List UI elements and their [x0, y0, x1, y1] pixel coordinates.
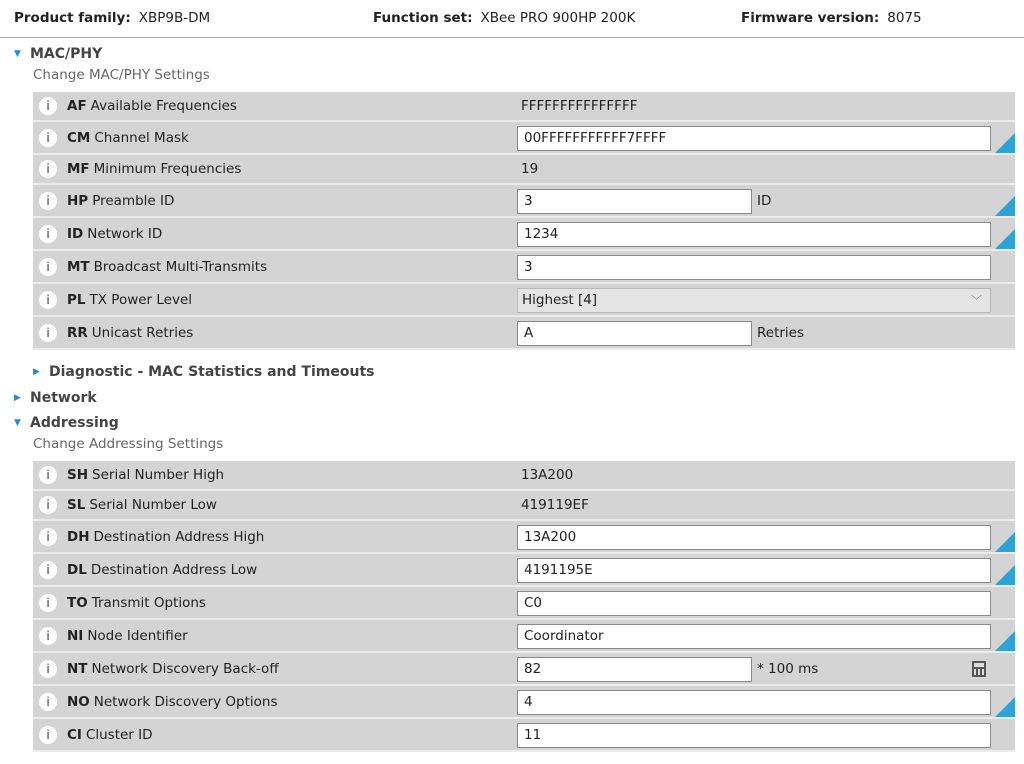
- setting-name: Minimum Frequencies: [93, 161, 242, 177]
- setting-input[interactable]: [517, 591, 991, 616]
- function-set: [373, 10, 635, 26]
- setting-row-sl: [33, 491, 1015, 521]
- setting-label: [67, 292, 192, 308]
- setting-name: Node Identifier: [87, 627, 188, 644]
- setting-code: HP: [67, 192, 89, 209]
- setting-name: Preamble ID: [92, 192, 175, 209]
- setting-code: DH: [67, 528, 90, 545]
- setting-code: MF: [67, 161, 90, 177]
- firmware-value: 8075: [887, 10, 922, 26]
- info-icon[interactable]: i: [39, 561, 57, 579]
- setting-name: Destination Address High: [93, 528, 265, 545]
- modified-indicator-icon: [995, 196, 1015, 216]
- setting-row-dh: [33, 521, 1015, 554]
- input-value: 4: [524, 694, 533, 710]
- calculator-icon[interactable]: [972, 661, 986, 677]
- info-icon[interactable]: i: [39, 225, 57, 243]
- setting-code: TO: [67, 594, 88, 611]
- setting-name: TX Power Level: [89, 291, 193, 308]
- setting-value: 19: [521, 161, 539, 177]
- setting-row-mf: [33, 155, 1015, 185]
- info-icon[interactable]: i: [39, 528, 57, 546]
- section-header-addressing[interactable]: [14, 415, 119, 431]
- unit-label: Retries: [757, 324, 805, 341]
- setting-code: NI: [67, 627, 84, 644]
- info-icon[interactable]: i: [39, 258, 57, 276]
- setting-label: [67, 161, 241, 177]
- setting-row-pl: [33, 284, 1015, 317]
- setting-code: CI: [67, 726, 82, 743]
- setting-label: [67, 130, 189, 146]
- input-value: 00FFFFFFFFFFF7FFFF: [524, 130, 667, 146]
- setting-label: [67, 497, 217, 513]
- info-icon[interactable]: i: [39, 291, 57, 309]
- setting-row-id: [33, 218, 1015, 251]
- setting-row-sh: [33, 461, 1015, 491]
- setting-label: [67, 259, 267, 275]
- setting-code: SH: [67, 467, 89, 483]
- setting-code: DL: [67, 561, 87, 578]
- unit-label: ID: [757, 192, 772, 209]
- setting-code: RR: [67, 324, 88, 341]
- setting-label: [67, 98, 237, 114]
- input-value: 13A200: [524, 529, 577, 545]
- input-value: Coordinator: [524, 628, 604, 644]
- settings-panel-addressing: [33, 461, 1015, 752]
- section-header-diagnostic-mac-statistics-and-timeouts[interactable]: [33, 364, 374, 380]
- settings-panel-mac-phy: [33, 92, 1015, 350]
- firmware-version: [741, 10, 922, 26]
- setting-input[interactable]: [517, 558, 991, 583]
- chevron-down-icon: ﹀: [971, 294, 982, 307]
- setting-label: [67, 727, 153, 743]
- setting-name: Channel Mask: [94, 129, 189, 146]
- device-info-header: [0, 0, 1024, 38]
- setting-label: [67, 325, 193, 341]
- info-icon[interactable]: i: [39, 726, 57, 744]
- setting-input[interactable]: [517, 723, 991, 748]
- section-header-mac-phy[interactable]: [14, 46, 102, 62]
- info-icon[interactable]: i: [39, 594, 57, 612]
- selected-value: Highest [4]: [522, 292, 598, 308]
- setting-name: Network Discovery Back-off: [91, 660, 279, 677]
- modified-indicator-icon: [995, 565, 1015, 585]
- caret-down-icon: ▼: [14, 418, 21, 428]
- section-subtitle: Change MAC/PHY Settings: [33, 67, 210, 83]
- setting-select[interactable]: [517, 288, 991, 313]
- setting-name: Cluster ID: [85, 726, 153, 743]
- setting-row-cm: [33, 122, 1015, 155]
- input-value: 11: [524, 727, 542, 743]
- function-set-value: XBee PRO 900HP 200K: [480, 10, 636, 26]
- input-value: 1234: [524, 226, 559, 242]
- setting-label: [67, 193, 174, 209]
- setting-label: [67, 694, 278, 710]
- setting-label: [67, 661, 279, 677]
- section-title: MAC/PHY: [30, 46, 103, 62]
- product-family-label: Product family:: [14, 10, 131, 26]
- setting-name: Destination Address Low: [90, 561, 258, 578]
- setting-code: MT: [67, 258, 90, 275]
- setting-row-nt: [33, 653, 1015, 686]
- info-icon[interactable]: i: [39, 466, 57, 484]
- info-icon[interactable]: i: [39, 660, 57, 678]
- firmware-label: Firmware version:: [741, 10, 880, 26]
- info-icon[interactable]: i: [39, 496, 57, 514]
- setting-row-no: [33, 686, 1015, 719]
- input-value: 3: [524, 193, 533, 209]
- setting-row-hp: [33, 185, 1015, 218]
- setting-code: AF: [67, 98, 87, 114]
- modified-indicator-icon: [995, 697, 1015, 717]
- setting-input[interactable]: [517, 321, 752, 346]
- setting-input[interactable]: [517, 525, 991, 550]
- function-set-label: Function set:: [373, 10, 473, 26]
- setting-value: 419119EF: [521, 497, 589, 513]
- info-icon[interactable]: i: [39, 97, 57, 115]
- setting-label: [67, 595, 206, 611]
- setting-input[interactable]: [517, 690, 991, 715]
- setting-row-af: [33, 92, 1015, 122]
- setting-input[interactable]: [517, 624, 991, 649]
- unit-label: * 100 ms: [757, 660, 819, 677]
- setting-row-dl: [33, 554, 1015, 587]
- setting-code: NO: [67, 693, 90, 710]
- setting-input[interactable]: [517, 222, 991, 247]
- setting-name: Network Discovery Options: [93, 693, 278, 710]
- info-icon[interactable]: i: [39, 160, 57, 178]
- section-title: Addressing: [30, 415, 119, 431]
- setting-name: Network ID: [87, 225, 163, 242]
- setting-value: FFFFFFFFFFFFFFF: [521, 98, 638, 114]
- modified-indicator-icon: [995, 631, 1015, 651]
- setting-label: [67, 562, 257, 578]
- setting-code: SL: [67, 497, 86, 513]
- modified-indicator-icon: [995, 532, 1015, 552]
- setting-input[interactable]: [517, 189, 752, 214]
- setting-row-ci: [33, 719, 1015, 752]
- setting-code: ID: [67, 225, 84, 242]
- setting-label: [67, 529, 264, 545]
- setting-label: [67, 226, 162, 242]
- info-icon[interactable]: i: [39, 324, 57, 342]
- modified-indicator-icon: [995, 133, 1015, 153]
- modified-indicator-icon: [995, 229, 1015, 249]
- setting-input[interactable]: [517, 657, 752, 682]
- info-icon[interactable]: i: [39, 693, 57, 711]
- setting-row-rr: [33, 317, 1015, 350]
- info-icon[interactable]: i: [39, 192, 57, 210]
- input-value: A: [524, 325, 534, 341]
- setting-value: 13A200: [521, 467, 574, 483]
- info-icon[interactable]: i: [39, 627, 57, 645]
- input-value: 4191195E: [524, 562, 593, 578]
- setting-name: Unicast Retries: [91, 324, 194, 341]
- setting-row-mt: [33, 251, 1015, 284]
- setting-label: [67, 628, 188, 644]
- section-title: Diagnostic - MAC Statistics and Timeouts: [49, 364, 375, 380]
- input-value: 3: [524, 259, 533, 275]
- setting-code: NT: [67, 660, 88, 677]
- info-icon[interactable]: i: [39, 129, 57, 147]
- section-title: Network: [30, 390, 97, 406]
- setting-code: CM: [67, 129, 91, 146]
- setting-name: Available Frequencies: [90, 98, 237, 114]
- product-family-value: XBP9B-DM: [138, 10, 211, 26]
- caret-down-icon: ▼: [14, 49, 21, 59]
- setting-name: Serial Number High: [92, 467, 225, 483]
- setting-row-ni: [33, 620, 1015, 653]
- setting-code: PL: [67, 291, 86, 308]
- setting-name: Serial Number Low: [89, 497, 217, 513]
- setting-name: Transmit Options: [91, 594, 206, 611]
- product-family: [14, 10, 210, 26]
- section-header-network[interactable]: [14, 390, 97, 406]
- caret-right-icon: ▶: [33, 367, 40, 377]
- input-value: C0: [524, 595, 543, 611]
- input-value: 82: [524, 661, 542, 677]
- setting-input[interactable]: [517, 126, 991, 151]
- section-subtitle: Change Addressing Settings: [33, 436, 224, 452]
- setting-label: [67, 467, 224, 483]
- setting-input[interactable]: [517, 255, 991, 280]
- setting-row-to: [33, 587, 1015, 620]
- setting-name: Broadcast Multi-Transmits: [93, 258, 268, 275]
- caret-right-icon: ▶: [14, 393, 21, 403]
